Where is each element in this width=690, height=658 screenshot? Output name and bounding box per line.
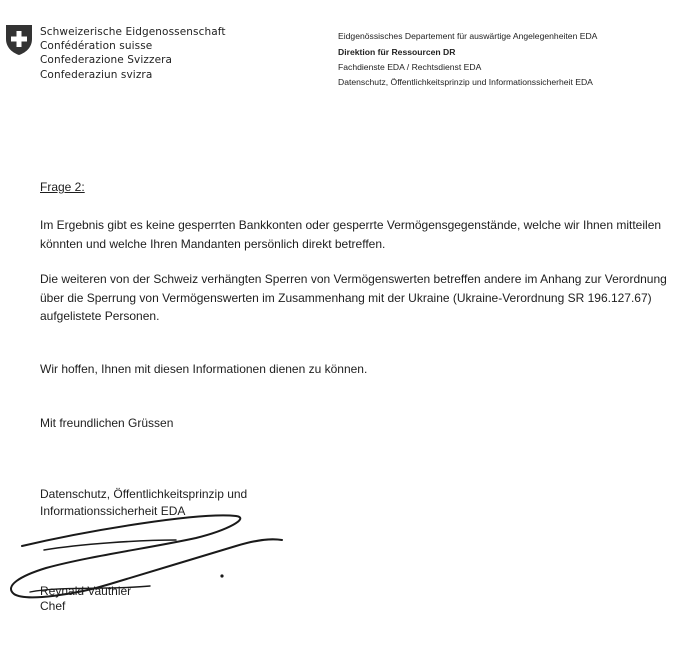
signature-organization [40, 486, 247, 520]
closing-greeting: Mit freundlichen Grüssen [40, 416, 174, 430]
federation-name-it: Confederazione Svizzera [40, 54, 173, 67]
department-header [338, 29, 597, 90]
question-heading: Frage 2: [40, 180, 85, 194]
signatory-title: Chef [40, 599, 66, 613]
paragraph-answer: Im Ergebnis gibt es keine gesperrten Bankkonten oder gesperrte Vermögensgegenstände, welche wir Ihnen mitteilen könnten und welche Ihren Mandanten persönlich direkt betreffen. [40, 218, 662, 251]
unit-name: Fachdienste EDA / Rechtsdienst EDA [338, 62, 482, 72]
signatory [40, 584, 131, 614]
federation-name-de: Schweizerische Eidgenossenschaft [40, 26, 226, 38]
paragraph-hope: Wir hoffen, Ihnen mit diesen Informationen dienen zu können. [40, 362, 368, 376]
directorate-name: Direktion für Ressourcen DR [338, 47, 456, 57]
federation-name-fr: Confédération suisse [40, 40, 153, 53]
signatory-name: Reynald Vauthier [40, 584, 132, 598]
federation-name-rm: Confederaziun svizra [40, 68, 153, 81]
swiss-coat-of-arms-icon [4, 24, 34, 56]
federation-names [40, 25, 226, 82]
department-name: Eidgenössisches Departement für auswärtige Angelegenheiten EDA [338, 31, 598, 41]
signature-org-line1: Datenschutz, Öffentlichkeitsprinzip und [40, 487, 248, 501]
subunit-name: Datenschutz, Öffentlichkeitsprinzip und Informationssicherheit EDA [338, 77, 593, 87]
signature-org-line2: Informationssicherheit EDA [40, 504, 186, 518]
paragraph-sanctions: Die weiteren von der Schweiz verhängten Sperren von Vermögenswerten betreffen andere im Anhang zur Verordnung über die Sperrung von Vermögenswerten im Zusammenhang mit der Ukraine (Ukraine-Verordnung SR 196.127.67) aufgelistete Personen. [40, 272, 667, 323]
